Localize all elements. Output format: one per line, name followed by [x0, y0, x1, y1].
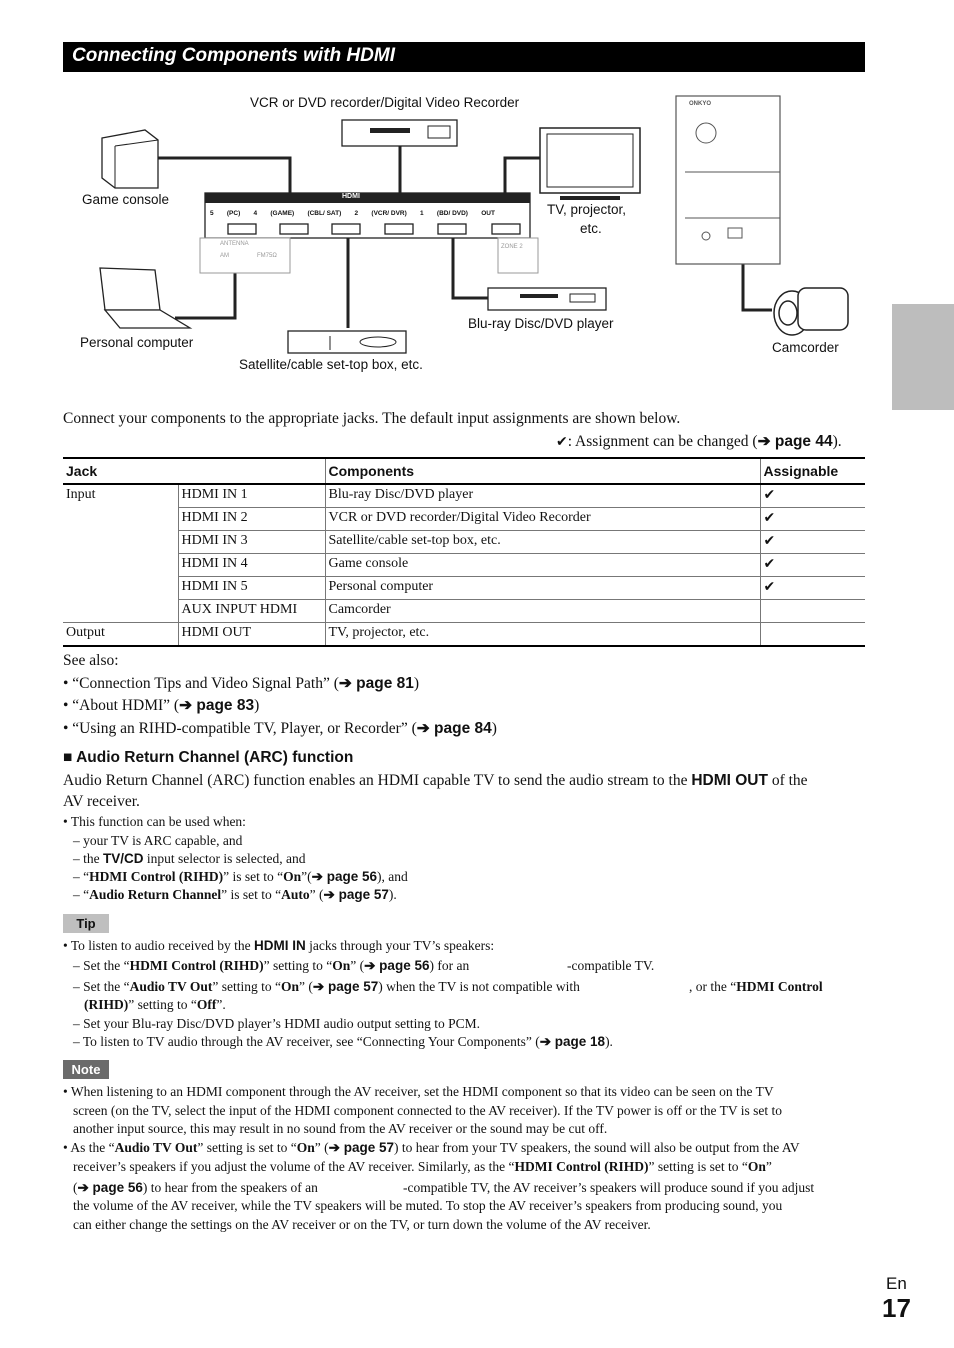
page-link[interactable]: ➔ page 81	[338, 675, 414, 692]
panel-hdmi-header: HDMI	[342, 193, 360, 200]
cell-component: VCR or DVD recorder/Digital Video Recorder	[325, 508, 760, 531]
note-line: the volume of the AV receiver, while the TV speakers will be muted. To stop the AV receiver’s speakers from producing sound, you	[73, 1198, 783, 1213]
page-number: 17	[882, 1293, 911, 1323]
see-also-item: • “About HDMI” (➔ page 83)	[63, 697, 260, 714]
cell-jack: HDMI OUT	[178, 623, 325, 647]
cell-component: Personal computer	[325, 577, 760, 600]
table-row	[63, 577, 865, 600]
panel-port-labels	[210, 210, 495, 217]
receiver-brand: ONKYO	[689, 101, 712, 107]
panel-am: AM	[220, 253, 229, 259]
label-personal-computer: Personal computer	[80, 335, 194, 350]
cell-assignable: ✔	[760, 554, 865, 577]
table-header-row	[63, 458, 865, 484]
see-also-label: See also:	[63, 652, 119, 669]
cell-group: Input	[63, 484, 178, 623]
section-title: Connecting Components with HDMI	[72, 45, 395, 66]
tip-line: – Set your Blu-ray Disc/DVD player’s HDMI audio output setting to PCM.	[73, 1016, 480, 1031]
panel-antenna: ANTENNA	[220, 241, 249, 247]
port-label: 4	[253, 210, 258, 217]
note-line: another input source, this may result in no sound from the AV receiver or the sound may be cut off.	[73, 1121, 608, 1136]
note-line: • When listening to an HDMI component through the AV receiver, set the HDMI component so that its video can be seen on the TV	[63, 1084, 774, 1099]
receiver-front-illustration	[676, 96, 780, 264]
arc-body-line2: AV receiver.	[63, 793, 140, 810]
cell-jack: HDMI IN 3	[178, 531, 325, 554]
header-jack: Jack	[63, 458, 325, 484]
header-components: Components	[325, 458, 760, 484]
page-link[interactable]: ➔ page 83	[179, 697, 255, 714]
page-link[interactable]: ➔ page 84	[416, 720, 492, 737]
cell-component: TV, projector, etc.	[325, 623, 760, 647]
tip-line: • To listen to audio received by the HDMI IN jacks through your TV’s speakers:	[63, 938, 495, 953]
cell-assignable: ✔	[760, 531, 865, 554]
cell-component: Game console	[325, 554, 760, 577]
page-link[interactable]: ➔ page 56	[77, 1180, 143, 1195]
arc-condition: – “HDMI Control (RIHD)” is set to “On”(➔ page 56), and	[73, 869, 408, 884]
arc-condition: – “Audio Return Channel” is set to “Auto” (➔ page 57).	[73, 887, 397, 902]
cell-component: Blu-ray Disc/DVD player	[325, 484, 760, 508]
assign-note: ✔: Assignment can be changed (➔ page 44).	[556, 433, 842, 450]
port-label: (VCR/ DVR)	[371, 210, 407, 217]
vcr-illustration	[342, 120, 457, 146]
note-line: can either change the settings on the AV receiver or on the TV, or turn down the volume of the AV receiver.	[73, 1217, 651, 1232]
table-row	[63, 531, 865, 554]
header-assignable: Assignable	[760, 458, 865, 484]
section-title-bar	[63, 42, 865, 72]
set-top-box-illustration	[288, 331, 406, 353]
page-link[interactable]: ➔ page 57	[328, 1140, 394, 1155]
label-game-console: Game console	[82, 192, 170, 207]
table-row	[63, 554, 865, 577]
language-label: En	[886, 1274, 907, 1293]
page-link[interactable]: ➔ page 44	[757, 433, 833, 450]
bluray-player-illustration	[488, 288, 606, 310]
jack-assignment-table	[63, 457, 865, 647]
panel-fm: FM75Ω	[257, 253, 277, 259]
arc-condition: – the TV/CD input selector is selected, and	[73, 851, 306, 866]
note-line: • As the “Audio TV Out” setting is set to “On” (➔ page 57) to hear from your TV speakers, the sound will also be output from the AV	[63, 1140, 800, 1155]
page-link[interactable]: ➔ page 56	[364, 958, 430, 973]
arc-heading: ■ Audio Return Channel (ARC) function	[63, 749, 354, 766]
cell-component: Satellite/cable set-top box, etc.	[325, 531, 760, 554]
label-bluray: Blu-ray Disc/DVD player	[468, 316, 614, 331]
arc-bullet: • This function can be used when:	[63, 814, 246, 829]
cell-assignable: ✔	[760, 484, 865, 508]
tip-line: – To listen to TV audio through the AV receiver, see “Connecting Your Components” (➔ page 18).	[73, 1034, 613, 1049]
label-camcorder: Camcorder	[772, 340, 839, 355]
note-line: screen (on the TV, select the input of the HDMI component connected to the AV receiver). If the TV power is off or the TV is set to	[73, 1103, 782, 1118]
panel-zone: ZONE 2	[501, 244, 523, 250]
tip-badge: Tip	[63, 914, 109, 933]
port-label: 2	[354, 210, 359, 217]
see-also-item: • “Connection Tips and Video Signal Path” (➔ page 81)	[63, 675, 420, 692]
page-link[interactable]: ➔ page 56	[311, 869, 377, 884]
arc-condition: – your TV is ARC capable, and	[73, 833, 243, 848]
note-line: (➔ page 56) to hear from the speakers of an	[73, 1180, 318, 1195]
camcorder-illustration	[774, 288, 848, 335]
cell-assignable: ✔	[760, 577, 865, 600]
port-label: OUT	[481, 210, 495, 217]
table-row	[63, 623, 865, 647]
cell-component: Camcorder	[325, 600, 760, 623]
cell-assignable: ✔	[760, 508, 865, 531]
chapter-tab	[892, 304, 954, 410]
cell-assignable	[760, 623, 865, 647]
page-link[interactable]: ➔ page 18	[539, 1034, 606, 1049]
table-row	[63, 600, 865, 623]
page-link[interactable]: ➔ page 57	[323, 887, 389, 902]
tip-line: – Set the “HDMI Control (RIHD)” setting to “On” (➔ page 56) for an	[73, 958, 470, 973]
page-link[interactable]: ➔ page 57	[312, 979, 379, 994]
tip-line-tail: -compatible TV.	[567, 958, 655, 973]
label-tv-etc: etc.	[580, 221, 602, 236]
port-label: 5	[210, 210, 214, 217]
cell-assignable	[760, 600, 865, 623]
table-row	[63, 508, 865, 531]
tip-line-tail: , or the “HDMI Control	[689, 979, 823, 994]
label-vcr: VCR or DVD recorder/Digital Video Recorder	[250, 95, 520, 110]
port-label: (BD/ DVD)	[436, 210, 468, 217]
label-tv: TV, projector,	[547, 202, 627, 217]
tip-line: (RIHD)” setting to “Off”.	[84, 997, 226, 1012]
note-badge: Note	[63, 1060, 109, 1079]
cell-jack: HDMI IN 1	[178, 484, 325, 508]
note-line: receiver’s speakers if you adjust the volume of the AV receiver. Similarly, as the “HDMI Control (RIHD)” setting is set to “On”	[73, 1159, 772, 1174]
cell-group: Output	[63, 623, 178, 647]
note-line-tail: -compatible TV, the AV receiver’s speakers will produce sound if you adjust	[403, 1180, 815, 1195]
see-also-item: • “Using an RIHD-compatible TV, Player, or Recorder” (➔ page 84)	[63, 720, 497, 737]
port-label: 1	[420, 210, 424, 217]
label-set-top-box: Satellite/cable set-top box, etc.	[239, 357, 423, 372]
check-icon: ✔	[556, 434, 568, 450]
port-label: (PC)	[226, 210, 241, 217]
game-console-illustration	[102, 130, 158, 188]
cell-jack: HDMI IN 4	[178, 554, 325, 577]
cell-jack: HDMI IN 2	[178, 508, 325, 531]
port-label: (GAME)	[270, 210, 295, 217]
receiver-rear-panel	[200, 193, 538, 273]
cell-jack: AUX INPUT HDMI	[178, 600, 325, 623]
table-row	[63, 484, 865, 508]
tip-line: – Set the “Audio TV Out” setting to “On” (➔ page 57) when the TV is not compatible with	[73, 979, 580, 994]
intro-text: Connect your components to the appropriate jacks. The default input assignments are shown below.	[63, 410, 681, 427]
port-label: (CBL/ SAT)	[307, 210, 342, 217]
tv-illustration	[540, 128, 640, 200]
cell-jack: HDMI IN 5	[178, 577, 325, 600]
arc-body-line1: Audio Return Channel (ARC) function enables an HDMI capable TV to send the audio stream to the HDMI OUT of the	[63, 772, 808, 789]
